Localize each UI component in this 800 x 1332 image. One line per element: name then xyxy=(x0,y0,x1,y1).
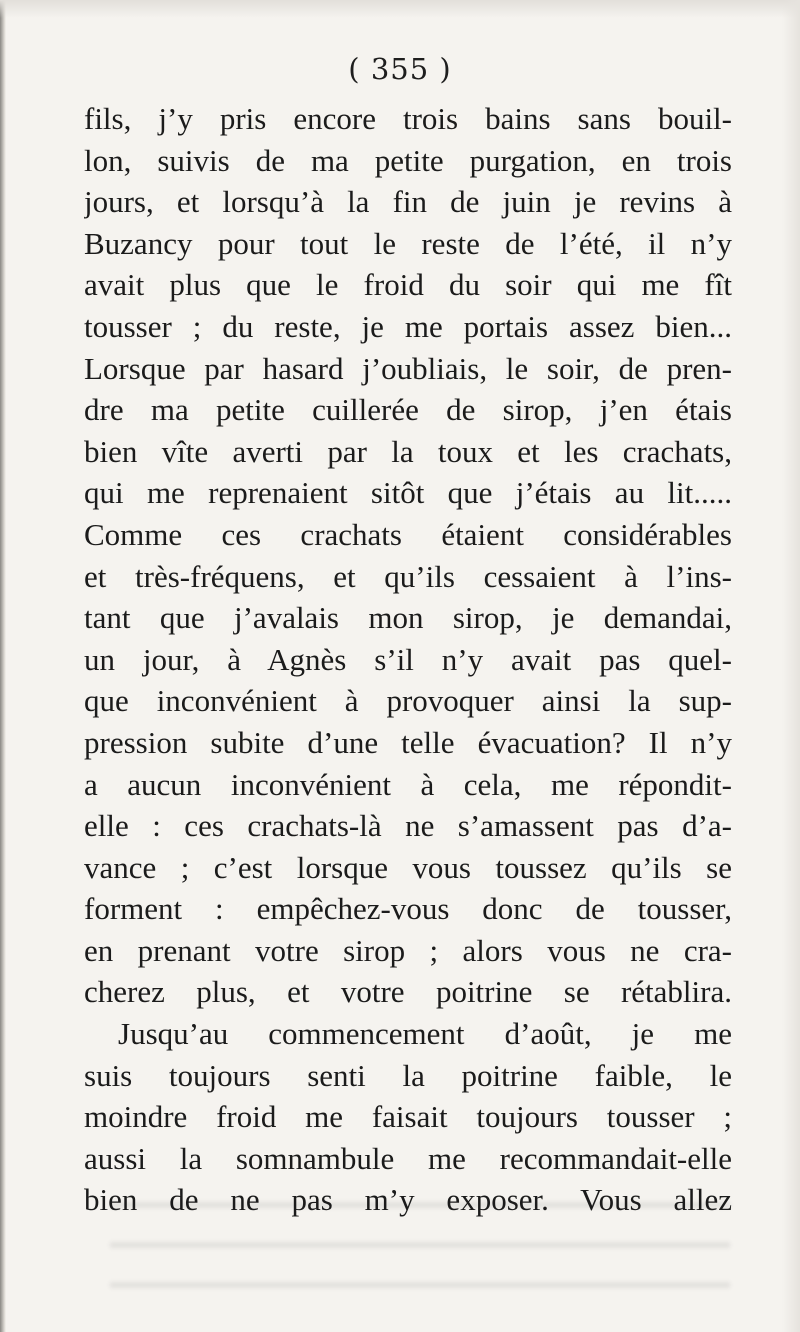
text-line: tousser ; du reste, je me portais assez bien... xyxy=(84,308,732,344)
page-top-shadow xyxy=(0,0,800,18)
text-line: forment : empêchez-vous donc de tousser, xyxy=(84,891,732,927)
text-line: tant que j’avalais mon sirop, je demandai, xyxy=(84,600,732,636)
text-line: cherez plus, et votre poitrine se rétablira. xyxy=(84,974,732,1010)
text-line: a aucun inconvénient à cela, me répondit- xyxy=(84,766,732,802)
text-line: un jour, à Agnès s’il n’y avait pas quel- xyxy=(84,641,732,677)
page-binding-shadow xyxy=(0,0,6,1332)
text-line: Comme ces crachats étaient considérables xyxy=(84,516,732,552)
text-line: en prenant votre sirop ; alors vous ne cra- xyxy=(84,932,732,968)
text-line: bien vîte averti par la toux et les crachats, xyxy=(84,433,732,469)
text-line: bien de ne pas m’y exposer. Vous allez xyxy=(84,1182,732,1218)
text-line: elle : ces crachats-là ne s’amassent pas d’a- xyxy=(84,808,732,844)
text-line: dre ma petite cuillerée de sirop, j’en étais xyxy=(84,392,732,428)
text-line: Buzancy pour tout le reste de l’été, il n’y xyxy=(84,225,732,261)
text-line: suis toujours senti la poitrine faible, le xyxy=(84,1057,732,1093)
text-line: Jusqu’au commencement d’août, je me xyxy=(118,1016,732,1052)
text-line: que inconvénient à provoquer ainsi la sup- xyxy=(84,683,732,719)
text-line: moindre froid me faisait toujours tousser ; xyxy=(84,1099,732,1135)
text-line: qui me reprenaient sitôt que j’étais au lit..... xyxy=(84,475,732,511)
text-line: jours, et lorsqu’à la fin de juin je revins à xyxy=(84,184,732,220)
text-line: pression subite d’une telle évacuation? Il n’y xyxy=(84,724,732,760)
page-right-shadow xyxy=(782,0,800,1332)
text-line: vance ; c’est lorsque vous toussez qu’ils se xyxy=(84,849,732,885)
text-line: fils, j’y pris encore trois bains sans bouil- xyxy=(84,101,732,136)
text-line: et très-fréquens, et qu’ils cessaient à l’ins- xyxy=(84,558,732,594)
text-line: aussi la somnambule me recommandait-elle xyxy=(84,1140,732,1176)
page-number: ( 355 ) xyxy=(348,52,452,86)
body-text xyxy=(84,98,732,1221)
text-line: lon, suivis de ma petite purgation, en trois xyxy=(84,142,732,178)
text-line: avait plus que le froid du soir qui me fît xyxy=(84,267,732,303)
text-line: Lorsque par hasard j’oubliais, le soir, de pren- xyxy=(84,350,732,386)
